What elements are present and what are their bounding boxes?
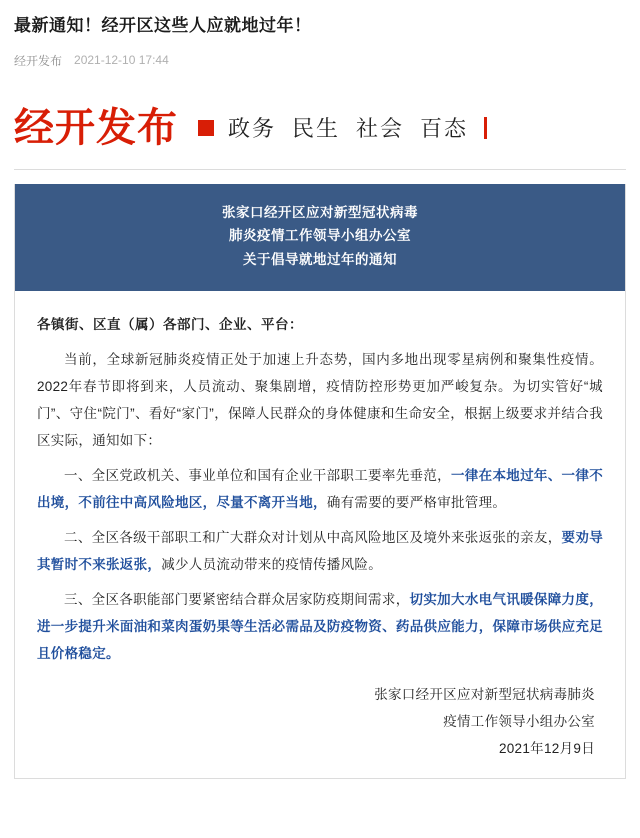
highlight-segment: 切实加大水电气讯暖保障力度，进一步提升米面油和菜肉蛋奶果等生活必需品及防疫物资、药品供应能力，保障市场供应充足且价格稳定。 <box>37 591 604 661</box>
notice-banner <box>15 184 625 291</box>
masthead <box>0 97 640 159</box>
masthead-tag-0: 政务 <box>228 116 277 142</box>
text-segment: 减少人员流动带来的疫情传播风险。 <box>161 556 383 572</box>
red-square-icon <box>198 120 214 136</box>
masthead-divider-icon <box>484 117 487 139</box>
masthead-tags <box>228 112 487 143</box>
notice-card <box>14 184 626 779</box>
masthead-tag-2: 社会 <box>356 116 405 142</box>
article-header <box>0 0 640 69</box>
highlight-segment: 一律在本地过年、一律不出境，不前往中高风险地区，尽量不离开当地， <box>37 467 603 510</box>
notice-paragraph-2 <box>37 524 603 578</box>
text-segment: 三、全区各职能部门要紧密结合群众居家防疫期间需求， <box>64 591 410 607</box>
signature-line-0: 张家口经开区应对新型冠状病毒肺炎 <box>374 686 595 702</box>
notice-paragraph-0 <box>37 346 603 454</box>
article-source: 经开发布 <box>14 53 63 68</box>
notice-banner-line-0: 张家口经开区应对新型冠状病毒 <box>222 204 418 220</box>
article-meta <box>14 52 626 69</box>
text-segment: 二、全区各级干部职工和广大群众对计划从中高风险地区及境外来张返张的亲友， <box>64 529 562 545</box>
notice-salutation: 各镇街、区直（属）各部门、企业、平台： <box>37 316 303 332</box>
text-segment: 确有需要的要严格审批管理。 <box>326 494 507 510</box>
notice-body <box>15 291 625 778</box>
text-segment: 一、全区党政机关、事业单位和国有企业干部职工要率先垂范， <box>64 467 451 483</box>
signature-line-1: 疫情工作领导小组办公室 <box>443 713 595 729</box>
masthead-tag-1: 民生 <box>292 116 341 142</box>
masthead-tag-3: 百态 <box>420 116 469 142</box>
notice-banner-line-2: 关于倡导就地过年的通知 <box>243 252 397 268</box>
article-datetime: 2021-12-10 17:44 <box>74 53 169 68</box>
highlight-segment: 要劝导其暂时不来张返张， <box>37 529 603 572</box>
notice-paragraph-3 <box>37 586 603 667</box>
text-segment: 当前，全球新冠肺炎疫情正处于加速上升态势，国内多地出现零星病例和聚集性疫情。2022年春节即将到来，人员流动、聚集剧增，疫情防控形势更加严峻复杂。为切实管好“城门”、守住“院门”、看好“家门”，保障人民群众的身体健康和生命安全，根据上级要求并结合我区实际，通知如下： <box>37 351 603 448</box>
header-divider <box>14 169 626 170</box>
page-title: 最新通知！经开区这些人应就地过年！ <box>14 16 312 35</box>
signature-date: 2021年12月9日 <box>498 740 595 756</box>
notice-signature <box>37 681 603 762</box>
masthead-brand: 经开发布 <box>14 104 178 151</box>
notice-banner-line-1: 肺炎疫情工作领导小组办公室 <box>229 228 411 244</box>
notice-paragraph-1 <box>37 462 603 516</box>
